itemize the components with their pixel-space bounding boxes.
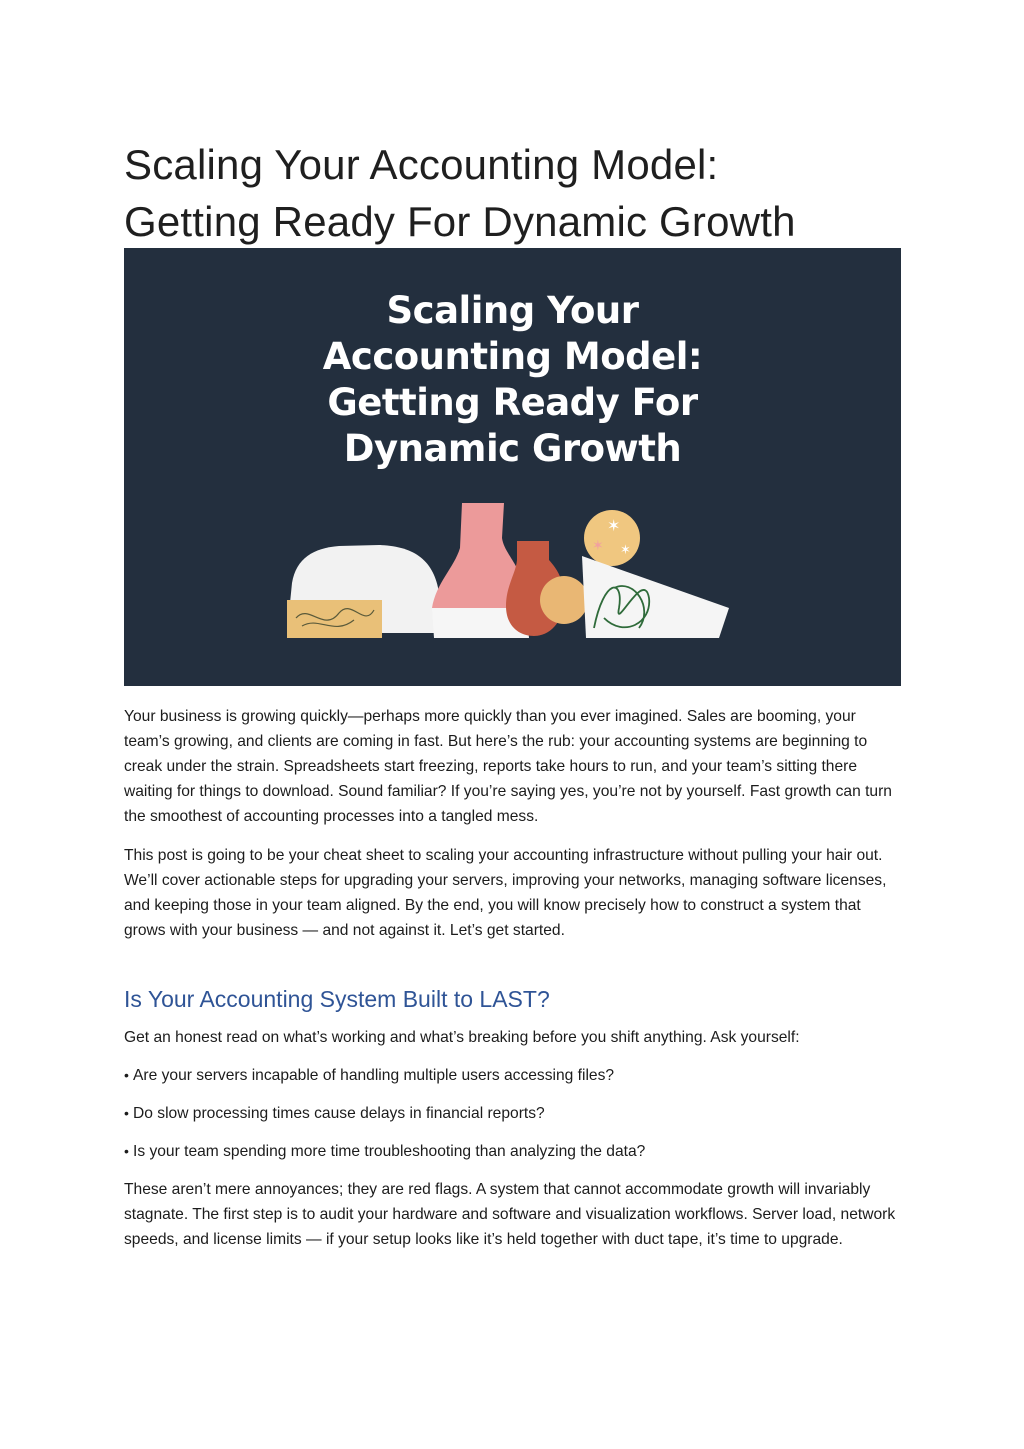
hero-title-line-3: Getting Ready For [327, 381, 698, 424]
section-heading: Is Your Accounting System Built to LAST? [124, 986, 550, 1012]
hero-title [124, 288, 901, 472]
star-icon-1: ✶ [607, 516, 621, 535]
bullet-icon: • [124, 1105, 129, 1121]
dotted-circle-shape [540, 576, 588, 624]
closing-paragraph: These aren’t mere annoyances; they are red flags. A system that cannot accommodate growth will invariably stagnate. The first step is to audit your hardware and software and visualization workflows. Server load, network speeds, and license limits — if your setup looks like it’s held together with duct tape, it’s time to upgrade. [124, 1181, 896, 1248]
document-title-line-1: Scaling Your Accounting Model: [124, 141, 719, 188]
hero-image [124, 248, 901, 686]
intro-paragraph-2: This post is going to be your cheat sheet to scaling your accounting infrastructure without pulling your hair out. We’ll cover actionable steps for upgrading your servers, improving your networks, managing software licenses, and keeping those in your team aligned. By the end, you will know precisely how to construct a system that grows with your business — and not against it. Let’s get started. [124, 847, 887, 939]
bullet-icon: • [124, 1067, 129, 1083]
hero-title-line-2: Accounting Model: [322, 335, 703, 378]
star-icon-3: ✶ [620, 543, 631, 558]
star-icon-2: ✶ [592, 538, 604, 554]
section-intro: Get an honest read on what’s working and what’s breaking before you shift anything. Ask yourself: [124, 1029, 800, 1046]
intro-paragraph-1: Your business is growing quickly—perhaps more quickly than you ever imagined. Sales are booming, your team’s growing, and clients are coming in fast. But here’s the rub: your accounting systems are beginning to creak under the strain. Spreadsheets start freezing, reports take hours to run, and your team’s sitting there waiting for things to download. Sound familiar? If you’re saying yes, you’re not by yourself. Fast growth can turn the smoothest of accounting processes into a tangled mess. [124, 708, 892, 825]
list-item-text: Do slow processing times cause delays in financial reports? [133, 1105, 545, 1122]
hero-title-line-1: Scaling Your [386, 289, 639, 332]
document-title [124, 136, 901, 250]
list-item-text: Is your team spending more time troubleshooting than analyzing the data? [133, 1143, 646, 1160]
hero-title-line-4: Dynamic Growth [343, 427, 682, 470]
list-item-text: Are your servers incapable of handling multiple users accessing files? [133, 1067, 615, 1084]
list-item [124, 1063, 901, 1088]
document-title-line-2: Getting Ready For Dynamic Growth [124, 198, 796, 245]
yellow-block-shape [287, 600, 382, 638]
list-item [124, 1101, 901, 1126]
bullet-icon: • [124, 1143, 129, 1159]
list-item [124, 1139, 901, 1164]
